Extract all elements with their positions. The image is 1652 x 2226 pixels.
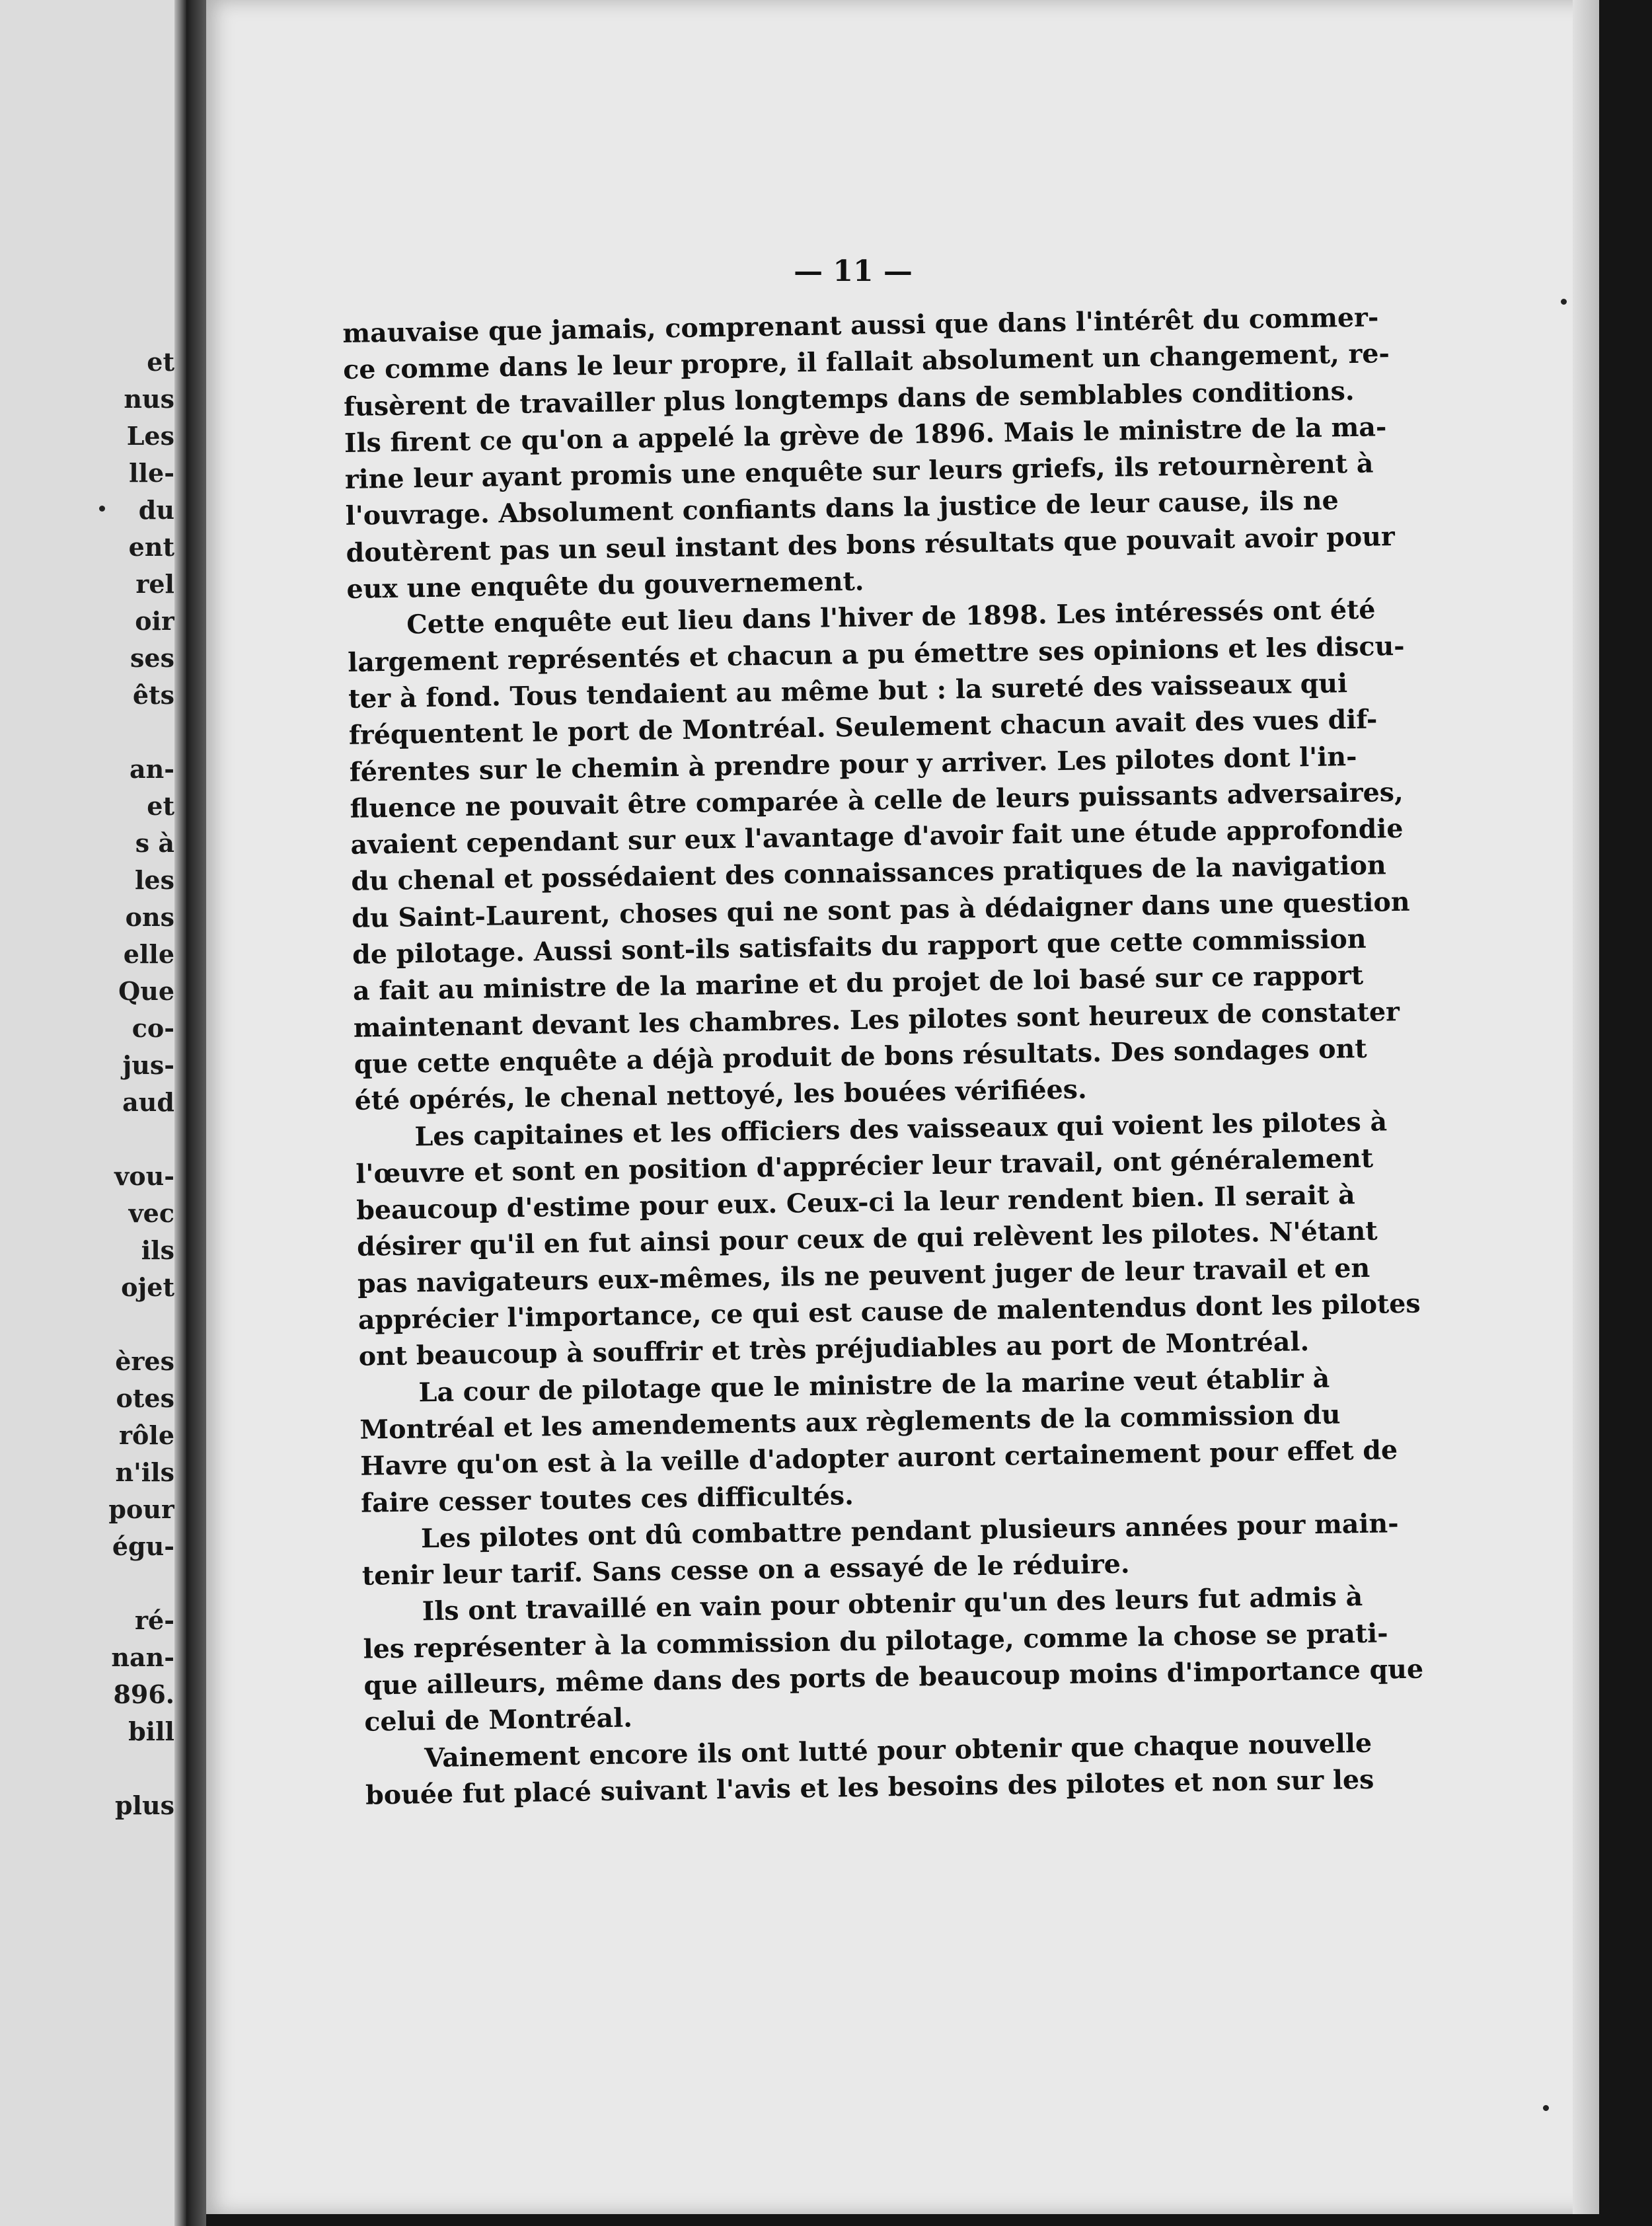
page-number: — 11 — [794,254,913,288]
margin-word: et [147,791,174,821]
text-line: fusèrent de travailler plus longtemps dans de semblables conditions. [343,375,1355,422]
right-page [206,0,1599,2214]
margin-word: bill [128,1716,174,1746]
text-line: les représenter à la commission du pilotage, comme la chose se prati- [363,1618,1388,1665]
margin-word: Les [126,421,174,451]
text-line: l'ouvrage. Absolument confiants dans la justice de leur cause, ils ne [345,485,1339,532]
text-line: doutèrent pas un seul instant des bons résultats que pouvait avoir pour [346,521,1396,568]
dust-speck [1543,2105,1549,2111]
margin-gap [0,1306,180,1343]
margin-gap [0,1121,180,1158]
right-page-rim [1573,0,1599,2214]
body-text [342,299,1424,1814]
left-page-edge [174,0,186,2226]
margin-word: êts [132,680,174,710]
text-line: Ils firent ce qu'on a appelé la grève de 1896. Mais le ministre de la ma- [344,412,1387,459]
text-line: fréquentent le port de Montréal. Seulement chacun avait des vues dif- [348,704,1378,751]
margin-word: otes [116,1383,174,1413]
margin-word: pour [108,1494,174,1524]
text-line: bouée fut placé suivant l'avis et les besoins des pilotes et non sur les [365,1764,1374,1811]
text-line: maintenant devant les chambres. Les pilotes sont heureux de constater [353,996,1400,1044]
margin-word: 896. [113,1679,174,1709]
margin-word: ré- [135,1605,174,1635]
margin-word: co- [131,1013,174,1043]
text-line: eux une enquête du gouvernement. [346,566,864,605]
text-line: l'œuvre et sont en position d'apprécier leur travail, ont généralement [356,1143,1374,1190]
text-line: Cette enquête eut lieu dans l'hiver de 1898. Les intéressés ont été [406,594,1376,640]
margin-word: ojet [121,1272,174,1302]
text-line: avaient cependant sur eux l'avantage d'avoir fait une étude approfondie [350,814,1404,861]
text-line: beaucoup d'estime pour eux. Ceux-ci la leur rendent bien. Il serait à [356,1180,1355,1226]
text-line: ter à fond. Tous tendaient au même but : la sureté des vaisseaux qui [348,668,1348,714]
margin-word: du [138,495,174,525]
text-line: Vainement encore ils ont lutté pour obtenir que chaque nouvelle [424,1728,1372,1773]
text-line: du Saint-Laurent, choses qui ne sont pas à dédaigner dans une question [351,886,1410,934]
margin-word: lle- [129,458,174,488]
text-line: Montréal et les amendements aux règlements de la commission du [359,1399,1341,1445]
text-line: rine leur ayant promis une enquête sur leurs griefs, ils retournèrent à [344,448,1374,496]
margin-word: égu- [112,1531,174,1561]
margin-word: ils [141,1235,174,1265]
margin-word: plus [114,1790,174,1820]
text-line: férentes sur le chemin à prendre pour y arriver. Les pilotes dont l'in- [349,741,1357,788]
margin-word: nus [124,384,174,414]
dust-speck [1561,299,1567,305]
text-line: Havre qu'on est à la veille d'adopter auront certainement pour effet de [359,1435,1398,1482]
text-line: celui de Montréal. [364,1703,633,1738]
left-page-margin-text [0,344,180,1824]
margin-word: n'ils [115,1457,174,1487]
text-line: tenir leur tarif. Sans cesse on a essayé de le réduire. [361,1549,1130,1592]
margin-word: jus- [122,1050,174,1080]
text-line: été opérés, le chenal nettoyé, les bouées vérifiées. [354,1074,1087,1117]
text-line: Les capitaines et les officiers des vaisseaux qui voient les pilotes à [414,1106,1388,1152]
margin-word: elle [123,939,174,969]
margin-word: ons [125,902,174,932]
dust-speck [99,506,105,512]
left-page [0,0,186,2226]
text-line: désirer qu'il en fut ainsi pour ceux de qui relèvent les pilotes. N'étant [356,1215,1378,1263]
text-line: Les pilotes ont dû combattre pendant plusieurs années pour main- [420,1508,1399,1554]
text-line: mauvaise que jamais, comprenant aussi que dans l'intérêt du commer- [342,302,1379,349]
text-line: a fait au ministre de la marine et du projet de loi basé sur ce rapport [352,960,1364,1007]
margin-word: ères [115,1346,174,1376]
margin-gap [0,714,180,751]
margin-word: oir [135,606,174,636]
margin-word: rel [135,569,174,599]
text-line: ce comme dans le leur propre, il fallait absolument un changement, re- [342,338,1390,386]
text-line: que cette enquête a déjà produit de bons résultats. Des sondages ont [354,1033,1367,1080]
text-line: La cour de pilotage que le ministre de la marine veut établir à [418,1363,1330,1408]
margin-word: Que [118,976,174,1006]
text-line: largement représentés et chacun a pu émettre ses opinions et les discu- [347,631,1405,678]
margin-word: aud [122,1087,174,1117]
text-line: faire cesser toutes ces difficultés. [360,1480,854,1519]
text-line: que ailleurs, même dans des ports de beaucoup moins d'importance que [363,1654,1424,1701]
margin-word: an- [129,754,174,784]
book-gutter [186,0,206,2226]
margin-word: vec [128,1198,174,1228]
text-line: pas navigateurs eux-mêmes, ils ne peuvent juger de leur travail et en [357,1252,1370,1299]
text-line: de pilotage. Aussi sont-ils satisfaits du rapport que cette commission [352,923,1367,970]
margin-word: ses [130,643,174,673]
text-line: du chenal et possédaient des connaissances pratiques de la navigation [351,850,1386,898]
margin-word: s à [135,828,174,858]
margin-word: vou- [114,1161,174,1191]
text-line: ont beaucoup à souffrir et très préjudiables au port de Montréal. [358,1326,1310,1373]
margin-word: rôle [119,1420,174,1450]
text-line: fluence ne pouvait être comparée à celle de leurs puissants adversaires, [350,777,1404,824]
margin-word: ent [128,532,174,562]
margin-word: et [147,347,174,377]
margin-word: nan- [111,1642,174,1672]
margin-word: les [134,865,174,895]
margin-gap [0,1750,180,1787]
text-line: apprécier l'importance, ce qui est cause de malentendus dont les pilotes [357,1288,1421,1336]
margin-gap [0,1565,180,1602]
text-line: Ils ont travaillé en vain pour obtenir qu'un des leurs fut admis à [422,1582,1363,1627]
